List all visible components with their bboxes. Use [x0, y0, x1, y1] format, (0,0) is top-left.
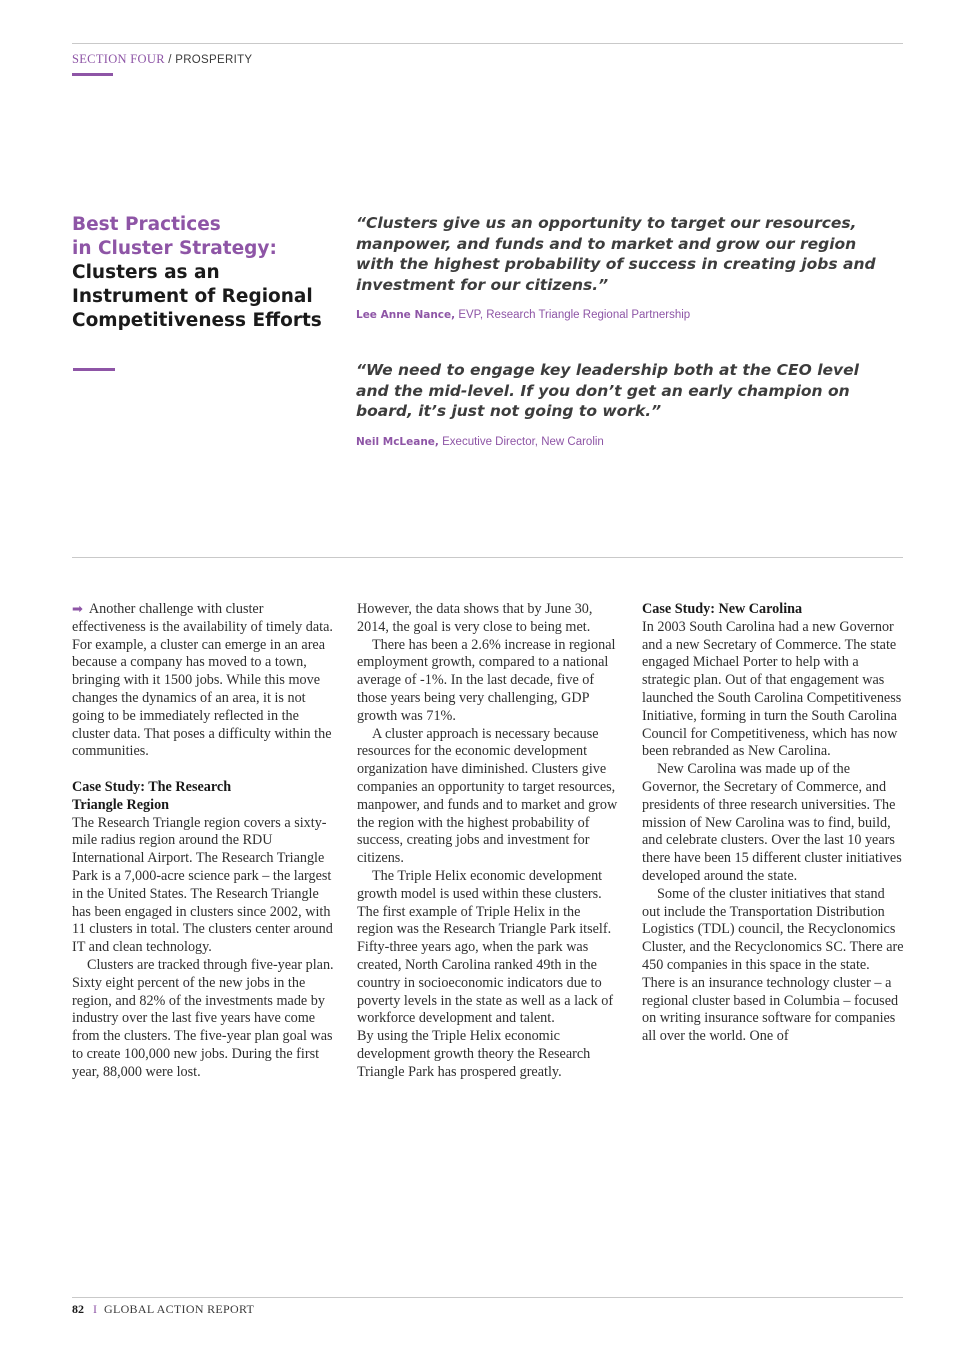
paragraph: However, the data shows that by June 30, 2014, the goal is very close to being met.	[357, 601, 593, 635]
report-name: GLOBAL ACTION REPORT	[104, 1302, 255, 1316]
pull-quote-1: “Clusters give us an opportunity to target our resources, manpower, and funds and to market and grow our region with the highest probability of success in creating jobs and investment for our citizens.”	[356, 214, 876, 294]
section-name: SECTION FOUR	[72, 52, 165, 66]
body-column-1	[72, 601, 334, 1082]
paragraph: Some of the cluster initiatives that stand out include the Transportation Distribution Logistics (TDL) council, the Recyclonomics Cluster, and the Recyclonomics SC. There are 450 companies in this space in the state. There is an insurance technology cluster – a regional cluster based in Columbia – focused on writing insurance software for companies all over the world. One of	[642, 885, 904, 1045]
paragraph: By using the Triple Helix economic development growth theory the Research Triangle Park has prospered greatly.	[357, 1028, 591, 1080]
pull-quote-2: “We need to engage key leadership both at the CEO level and the mid-level. If you don’t get an early champion on board, it’s just not going to work.”	[356, 361, 859, 420]
quote-1-attribution	[356, 309, 690, 321]
top-rule	[72, 43, 903, 44]
page-number: 82	[72, 1302, 84, 1316]
paragraph: In 2003 South Carolina had a new Governor and a new Secretary of Commerce. The state engaged Michael Porter to help with a strategic plan. Out of that engagement was launched the South Carolina Competitiveness Initiative, forming in turn the South Carolina Council for Competitiveness, which has now been rebranded as New Carolina.	[642, 618, 902, 760]
title-accent-bar	[73, 368, 115, 371]
intro-paragraph: ➡ Another challenge with cluster effectiveness is the availability of timely data. For example, a cluster can emerge in an area because a company has moved to a town, bringing with it 1500 jobs. While this move changes the dynamics of an area, it is not going to be immediately reflected in the cluster data. That poses a difficulty within the communities.	[72, 601, 333, 760]
subsection-name: PROSPERITY	[175, 54, 253, 66]
middle-rule	[72, 557, 903, 558]
page-title	[72, 213, 342, 333]
quote-2-title: Executive Director, New Carolin	[442, 436, 604, 448]
paragraph: A cluster approach is necessary because resources for the economic development organization have diminished. Clusters give companies an opportunity to target resources, manpower, and funds and to market and grow the region with the highest probability of success, creating jobs and investment for citizens.	[357, 725, 618, 867]
title-line-2: in Cluster Strategy:	[72, 238, 277, 259]
case-study-heading-new-carolina: Case Study: New Carolina	[642, 601, 803, 617]
section-separator: /	[168, 54, 172, 66]
paragraph: The Research Triangle region covers a sixty-mile radius region around the RDU International Airport. The Research Triangle Park is a 7,000-acre science park – the largest in the United States. The Research Triangle has been engaged in clusters since 2002, with 11 clusters in total. The clusters center around IT and clean technology.	[72, 814, 333, 956]
footer-rule	[72, 1297, 903, 1298]
title-line-4: Instrument of Regional	[72, 286, 313, 307]
paragraph: The Triple Helix economic development growth model is used within these clusters. The first example of Triple Helix in the region was the Research Triangle Park itself. Fifty-three years ago, when the park was created, North Carolina ranked 49th in the country in socioeconomic indicators due to poverty levels in the state as well as a lack of workforce development and talent.	[357, 867, 614, 1027]
case-study-heading-research-triangle: Case Study: The Research Triangle Region	[72, 778, 232, 813]
paragraph: New Carolina was made up of the Governor, the Secretary of Commerce, and presidents of three research universities. The mission of New Carolina was to find, build, and celebrate clusters. Over the last 10 years there have been 15 different cluster initiatives developed around the state.	[642, 761, 902, 884]
title-line-3: Clusters as an	[72, 262, 220, 283]
quote-2-attribution	[356, 436, 604, 448]
paragraph: Clusters are tracked through five-year plan. Sixty eight percent of the new jobs in the region, and 82% of the investments made by industry over the last five years have come from the clusters. The five-year plan goal was to create 100,000 new jobs. During the first year, 88,000 were lost.	[72, 956, 334, 1080]
section-accent-bar	[72, 73, 113, 76]
arrow-right-icon: ➡	[72, 602, 83, 617]
quote-1-title: EVP, Research Triangle Regional Partnership	[458, 309, 691, 321]
quote-2-name: Neil McLeane,	[356, 436, 439, 448]
body-column-2	[357, 601, 619, 1082]
body-column-3	[642, 601, 904, 1046]
title-line-1: Best Practices	[72, 214, 221, 235]
section-label	[72, 52, 252, 67]
page-footer	[72, 1302, 254, 1317]
footer-separator: I	[93, 1302, 97, 1316]
quote-1-name: Lee Anne Nance,	[356, 309, 456, 321]
title-line-5: Competitiveness Efforts	[72, 310, 322, 331]
paragraph: There has been a 2.6% increase in regional employment growth, compared to a national average of -1%. In the last decade, five of those years being very challenging, GDP growth was 71%.	[357, 636, 616, 724]
